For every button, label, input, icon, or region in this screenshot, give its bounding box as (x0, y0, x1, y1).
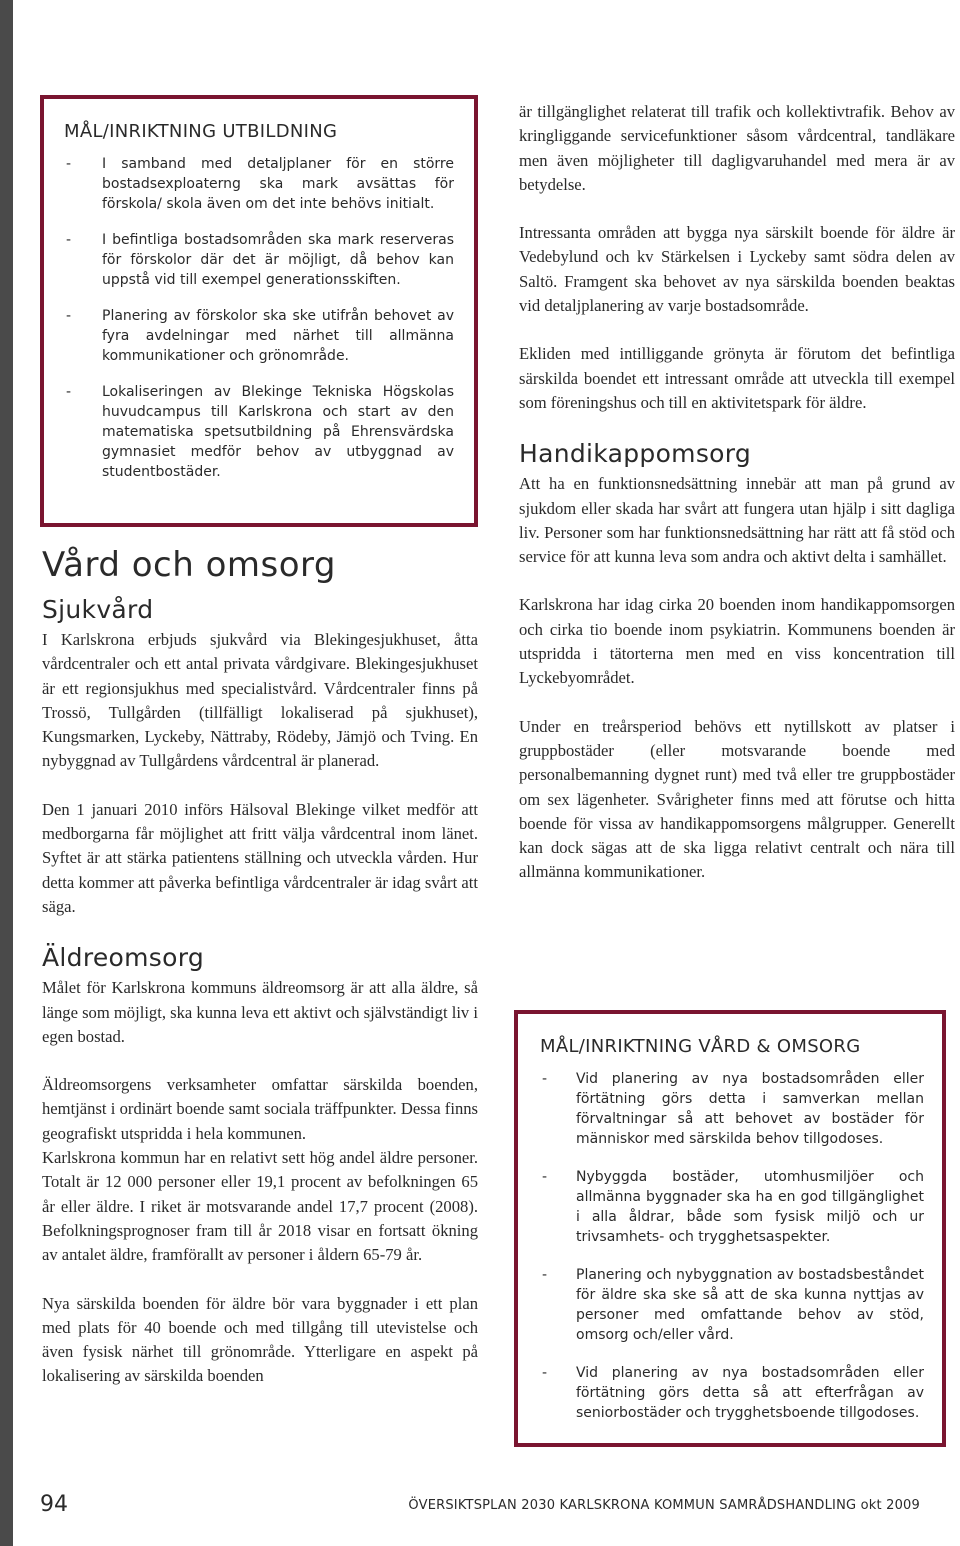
handikapp-paragraph-3: Under en treårsperiod behövs ett nytillskott av platser i gruppbostäder (eller motsvarande boende med personalbemanning dygnet runt) med två eller tre gruppbostäder om sex lägenheter. Svårigheter finns med att förutse och hitta boende för vissa av handikappomsorgens målgrupper. Generellt kan dock sägas att de ska ligga relativt centralt och nära till allmänna kommunikationer. (519, 716, 955, 882)
list-item: - Nybyggda bostäder, utomhusmiljöer och allmänna byggnader ska ha en god tillgänglighet i alla åldrar, både som fysisk miljö och ur trivsamhets- och trygghetsaspekter. (540, 1167, 924, 1247)
right-paragraph-1: är tillgänglighet relaterat till trafik och kollektivtrafik. Behov av kringliggande servicefunktioner såsom vårdcentral, tandläkare men även möjligheter till dagligvaruhandel med mera är av betydelse. (519, 102, 955, 194)
list-item: - Lokaliseringen av Blekinge Tekniska Högskolas huvudcampus till Karlskrona och start av den matematiska spetsutbildning på Ehrensvärdska gymnasiet medför behov av utbyggnad av studentbostäder. (64, 382, 454, 482)
page-footer (40, 1492, 920, 1522)
care-goals-box (514, 1010, 946, 1447)
aldreomsorg-heading: Äldreomsorg (42, 943, 205, 973)
right-paragraph-3: Ekliden med intilliggande grönyta är förutom det befintliga särskilda boendet ett intressant område att utveckla till exempel som föreningshus och till en aktivitetspark för äldre. (519, 344, 955, 412)
left-column (42, 545, 478, 1413)
aldreomsorg-paragraph-2a: Äldreomsorgens verksamheter omfattar särskilda boenden, hemtjänst i ordinärt boende samt sociala träffpunkter. Dessa finns geografiskt utspridda i hela kommunen. (42, 1075, 478, 1143)
sjukvard-paragraph-1: I Karlskrona erbjuds sjukvård via Blekingesjukhuset, åtta vårdcentraler och ett antal privata vårdgivare. Blekingesjukhuset är ett regionsjukhus med specialistvård. Vårdcentraler finns på Trossö, Tullgården (tillfälligt lokaliserad på sjukhuset), Kungsmarken, Lyckeby, Nättraby, Rödeby, Jämjö och Tving. En nybyggnad av Tullgårdens vårdcentral är planerad. (42, 630, 478, 771)
section-title: Vård och omsorg (42, 545, 336, 585)
list-item: - Vid planering av nya bostadsområden eller förtätning görs detta så att efterfrågan av seniorbostäder och trygghetsboende tillgodoses. (540, 1363, 924, 1423)
care-goals-list (540, 1069, 924, 1423)
handikappomsorg-heading: Handikappomsorg (519, 439, 752, 469)
list-item: - Vid planering av nya bostadsområden eller förtätning görs detta i samverkan mellan förvaltningar så att behovet av bostäder för människor med särskilda behov tillgodoses. (540, 1069, 924, 1149)
list-item: - I samband med detaljplaner för en större bostadsexploaterng ska mark avsättas för förskola/ skola även om det inte behövs initialt. (64, 154, 454, 214)
education-goals-list (64, 154, 454, 482)
aldreomsorg-paragraph-3: Nya särskilda boenden för äldre bör vara byggnader i ett plan med plats för 40 boende och med tillgång till utevistelse och även fysisk närhet till grönområde. Ytterligare en aspekt på lokalisering av särskilda boenden (42, 1293, 478, 1386)
handikapp-paragraph-2: Karlskrona har idag cirka 20 boenden inom handikappomsorgen och cirka tio boende inom psykiatrin. Kommunens boenden är utspridda i tätorterna men med en viss koncentration till Lyckebyområdet. (519, 595, 955, 688)
page-number: 94 (40, 1492, 68, 1517)
right-paragraph-2: Intressanta områden att bygga nya särskilt boende för äldre är Vedebylund och kv Stärkelsen i Lyckeby samt södra delen av Saltö. Framgent ska behovet av nya särskilda boenden beaktas vid detaljplanering av varje bostadsområde. (519, 223, 955, 316)
aldreomsorg-paragraph-1: Målet för Karlskrona kommuns äldreomsorg är att alla äldre, så länge som möjligt, ska kunna leva ett aktivt och självständigt liv i egen bostad. (42, 978, 478, 1046)
handikapp-paragraph-1: Att ha en funktionsnedsättning innebär att man på grund av sjukdom eller skada har svårt att fungera utan hjälp i sitt dagliga liv. Personer som har funktionsnedsättning har rätt att få stöd och service för att kunna leva som andra och aktivt delta i samhället. (519, 474, 955, 567)
footer-text: ÖVERSIKTSPLAN 2030 KARLSKRONA KOMMUN SAMRÅDSHANDLING okt 2009 (408, 1498, 920, 1513)
education-goals-box (40, 95, 478, 527)
list-item: - Planering och nybyggnation av bostadsbeståndet för äldre ska ske så att de ska kunna nyttjas av personer med omfattande behov av stöd, omsorg och/eller vård. (540, 1265, 924, 1345)
list-item: - Planering av förskolor ska ske utifrån behovet av fyra avdelningar med närhet till allmänna kommunikationer och grönområde. (64, 306, 454, 366)
sjukvard-paragraph-2: Den 1 januari 2010 införs Hälsoval Blekinge vilket medför att medborgarna får möjlighet att fritt välja vårdcentral inom länet. Syftet är att stärka patientens ställning och utveckla vården. Hur detta kommer att påverka befintliga vårdcentraler är idag svårt att säga. (42, 799, 478, 916)
left-margin-rule (0, 0, 13, 1546)
sjukvard-heading: Sjukvård (42, 595, 154, 624)
right-column (519, 100, 955, 909)
education-goals-title: MÅL/INRIKTNING UTBILDNING (64, 121, 338, 142)
aldreomsorg-paragraph-2b: Karlskrona kommun har en relativt sett hög andel äldre personer. Totalt är 12 000 personer eller 19,1 procent av befolkningen 65 år eller äldre. I riket är motsvarande andel 17,7 procent (2008). Befolkningsprognoser fram till år 2018 visar en fortsatt ökning av antalet äldre, framförallt av personer i åldern 65-79 år. (42, 1148, 478, 1265)
list-item: - I befintliga bostadsområden ska mark reserveras för förskolor där det är möjligt, då behov kan uppstå vid till exempel generationsskiften. (64, 230, 454, 290)
care-goals-title: MÅL/INRIKTNING VÅRD & OMSORG (540, 1036, 861, 1057)
